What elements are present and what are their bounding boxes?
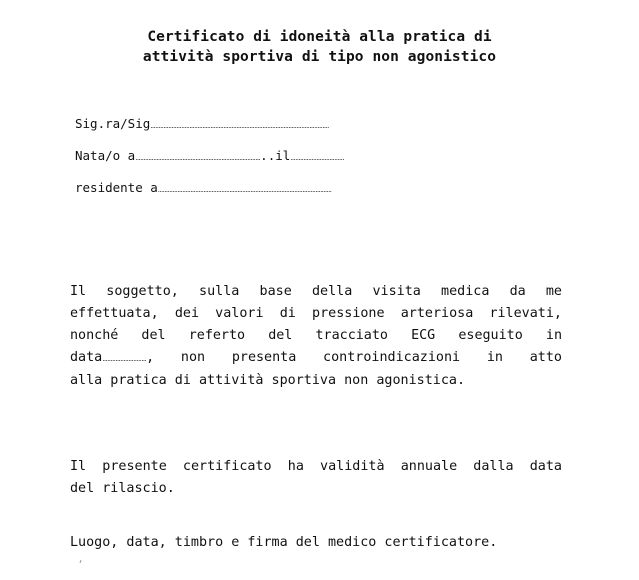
assessment-line: Il soggetto, sulla base della visita medica da me [70, 284, 562, 299]
birth-field[interactable] [75, 148, 515, 166]
birth-place-fill-line[interactable]: ............................................................................. [135, 153, 261, 162]
name-fill-line[interactable]: .............................................................................................................. [150, 121, 329, 130]
signature-line: Luogo, data, timbro e firma del medico certificatore. [70, 535, 498, 550]
residence-fill-line[interactable]: ........................................................................................................... [157, 185, 332, 194]
name-field[interactable] [75, 116, 515, 134]
signature-paragraph [70, 532, 562, 554]
validity-line: del rilascio. [70, 481, 175, 496]
validity-paragraph [70, 456, 562, 500]
ecg-date-fill-line[interactable]: ........................... [102, 354, 147, 363]
certificate-title-line2: attività sportiva di tipo non agonistico [142, 49, 497, 65]
birth-place-label: Nata/o a [75, 148, 136, 163]
assessment-line-date [70, 347, 562, 370]
scan-mark [80, 560, 82, 563]
birth-date-label: ..il [260, 148, 291, 163]
assessment-line-date-text: , non presenta controindicazioni in atto [146, 350, 562, 365]
ecg-date-label: data [70, 350, 103, 365]
assessment-line: alla pratica di attività sportiva non agonistica. [70, 373, 466, 388]
validity-line: Il presente certificato ha validità annuale dalla data [70, 459, 562, 474]
name-label: Sig.ra/Sig [75, 116, 151, 131]
assessment-paragraph [70, 281, 562, 392]
birth-date-fill-line[interactable]: ................................. [290, 153, 344, 162]
residence-field[interactable] [75, 180, 515, 198]
assessment-line: effettuata, dei valori di pressione arteriosa rilevati, [70, 306, 562, 321]
assessment-line: nonché del referto del tracciato ECG eseguito in [70, 328, 562, 343]
residence-label: residente a [75, 180, 158, 195]
certificate-title-line1: Certificato di idoneità alla pratica di [147, 29, 492, 45]
